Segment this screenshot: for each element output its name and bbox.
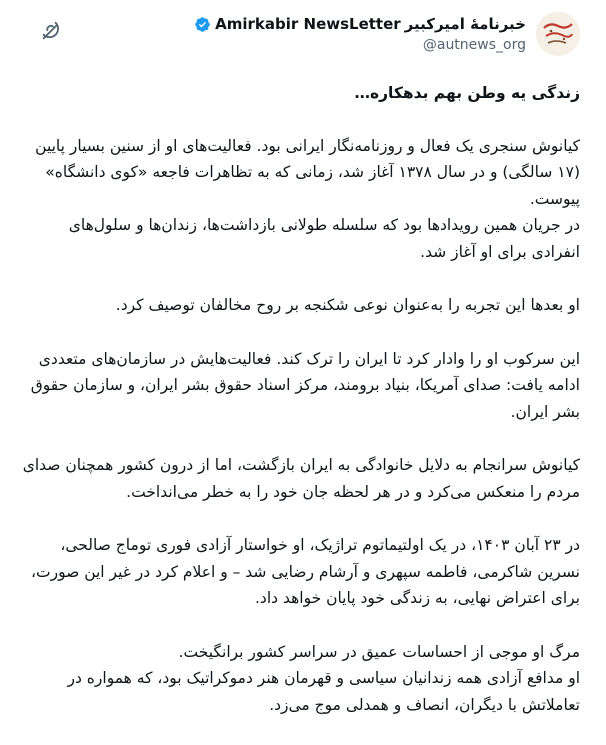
author-names — [194, 14, 526, 56]
verified-badge-icon — [194, 16, 211, 33]
post-paragraph-2: او بعدها این تجربه را به‌عنوان نوعی شکنجه بر روح مخالفان توصیف کرد. — [115, 296, 580, 314]
author-persian-name[interactable]: خبرنامهٔ امیرکبیر — [404, 15, 526, 33]
post-paragraph-3: این سرکوب او را وادار کرد تا ایران را ترک کند. فعالیت‌هایش در سازمان‌های متعددی ادامه یافت: صدای آمریکا، بنیاد برومند، مرکز اسناد حقوق بشر ایران، و سازمان حقوق بشر ایران. — [30, 349, 580, 421]
post-body — [22, 80, 580, 745]
post-paragraph-4: کیانوش سرانجام به دلایل خانوادگی به ایران بازگشت، اما از درون کشور همچنان صدای مردم را منعکس می‌کرد و در هر لحظه جان خود را به خطر می‌انداخت. — [22, 456, 580, 501]
author-display-name[interactable]: Amirkabir NewsLetter — [215, 15, 401, 33]
post-paragraph-5: در ۲۳ آبان ۱۴۰۳، در یک اولتیماتوم تراژیک، او خواستار آزادی فوری توماج صالحی، نسرین شاکرمی، فاطمه سپهری و آرشام رضایی شد – و اعلام کرد در غیر این صورت، برای اعتراض نهایی، به زندگی خود پایان خواهد داد. — [31, 536, 580, 607]
post-paragraph-6: مرگ او موجی از احساسات عمیق در سراسر کشور برانگیخت. او مدافع آزادی همه زندانیان سیاسی و قهرمان هنر دموکراتیک بود، که همواره در تعاملاتش با دیگران، انصاف و همدلی موج می‌زد. — [67, 642, 580, 714]
post-headline: زندگی یه وطن بهم بدهکاره… — [354, 84, 580, 102]
amirkabir-logo-icon — [536, 12, 580, 56]
grok-icon[interactable] — [40, 20, 62, 42]
post-paragraph-1: کیانوش سنجری یک فعال و روزنامه‌نگار ایرانی بود. فعالیت‌های او از سنین بسیار پایین (۱۷ سالگی) و در سال ۱۳۷۸ آغاز شد، زمانی که به تظاهرات فاجعه «کوی دانشگاه» پیوست. در جریان همین رویدادها بود که سلسله طولانی بازداشت‌ها، زندان‌ها و سلول‌های انفرادی برای او آغاز شد. — [35, 136, 580, 261]
post-header — [30, 0, 580, 78]
author-handle[interactable]: @autnews_org — [422, 37, 526, 53]
avatar[interactable] — [536, 12, 580, 56]
